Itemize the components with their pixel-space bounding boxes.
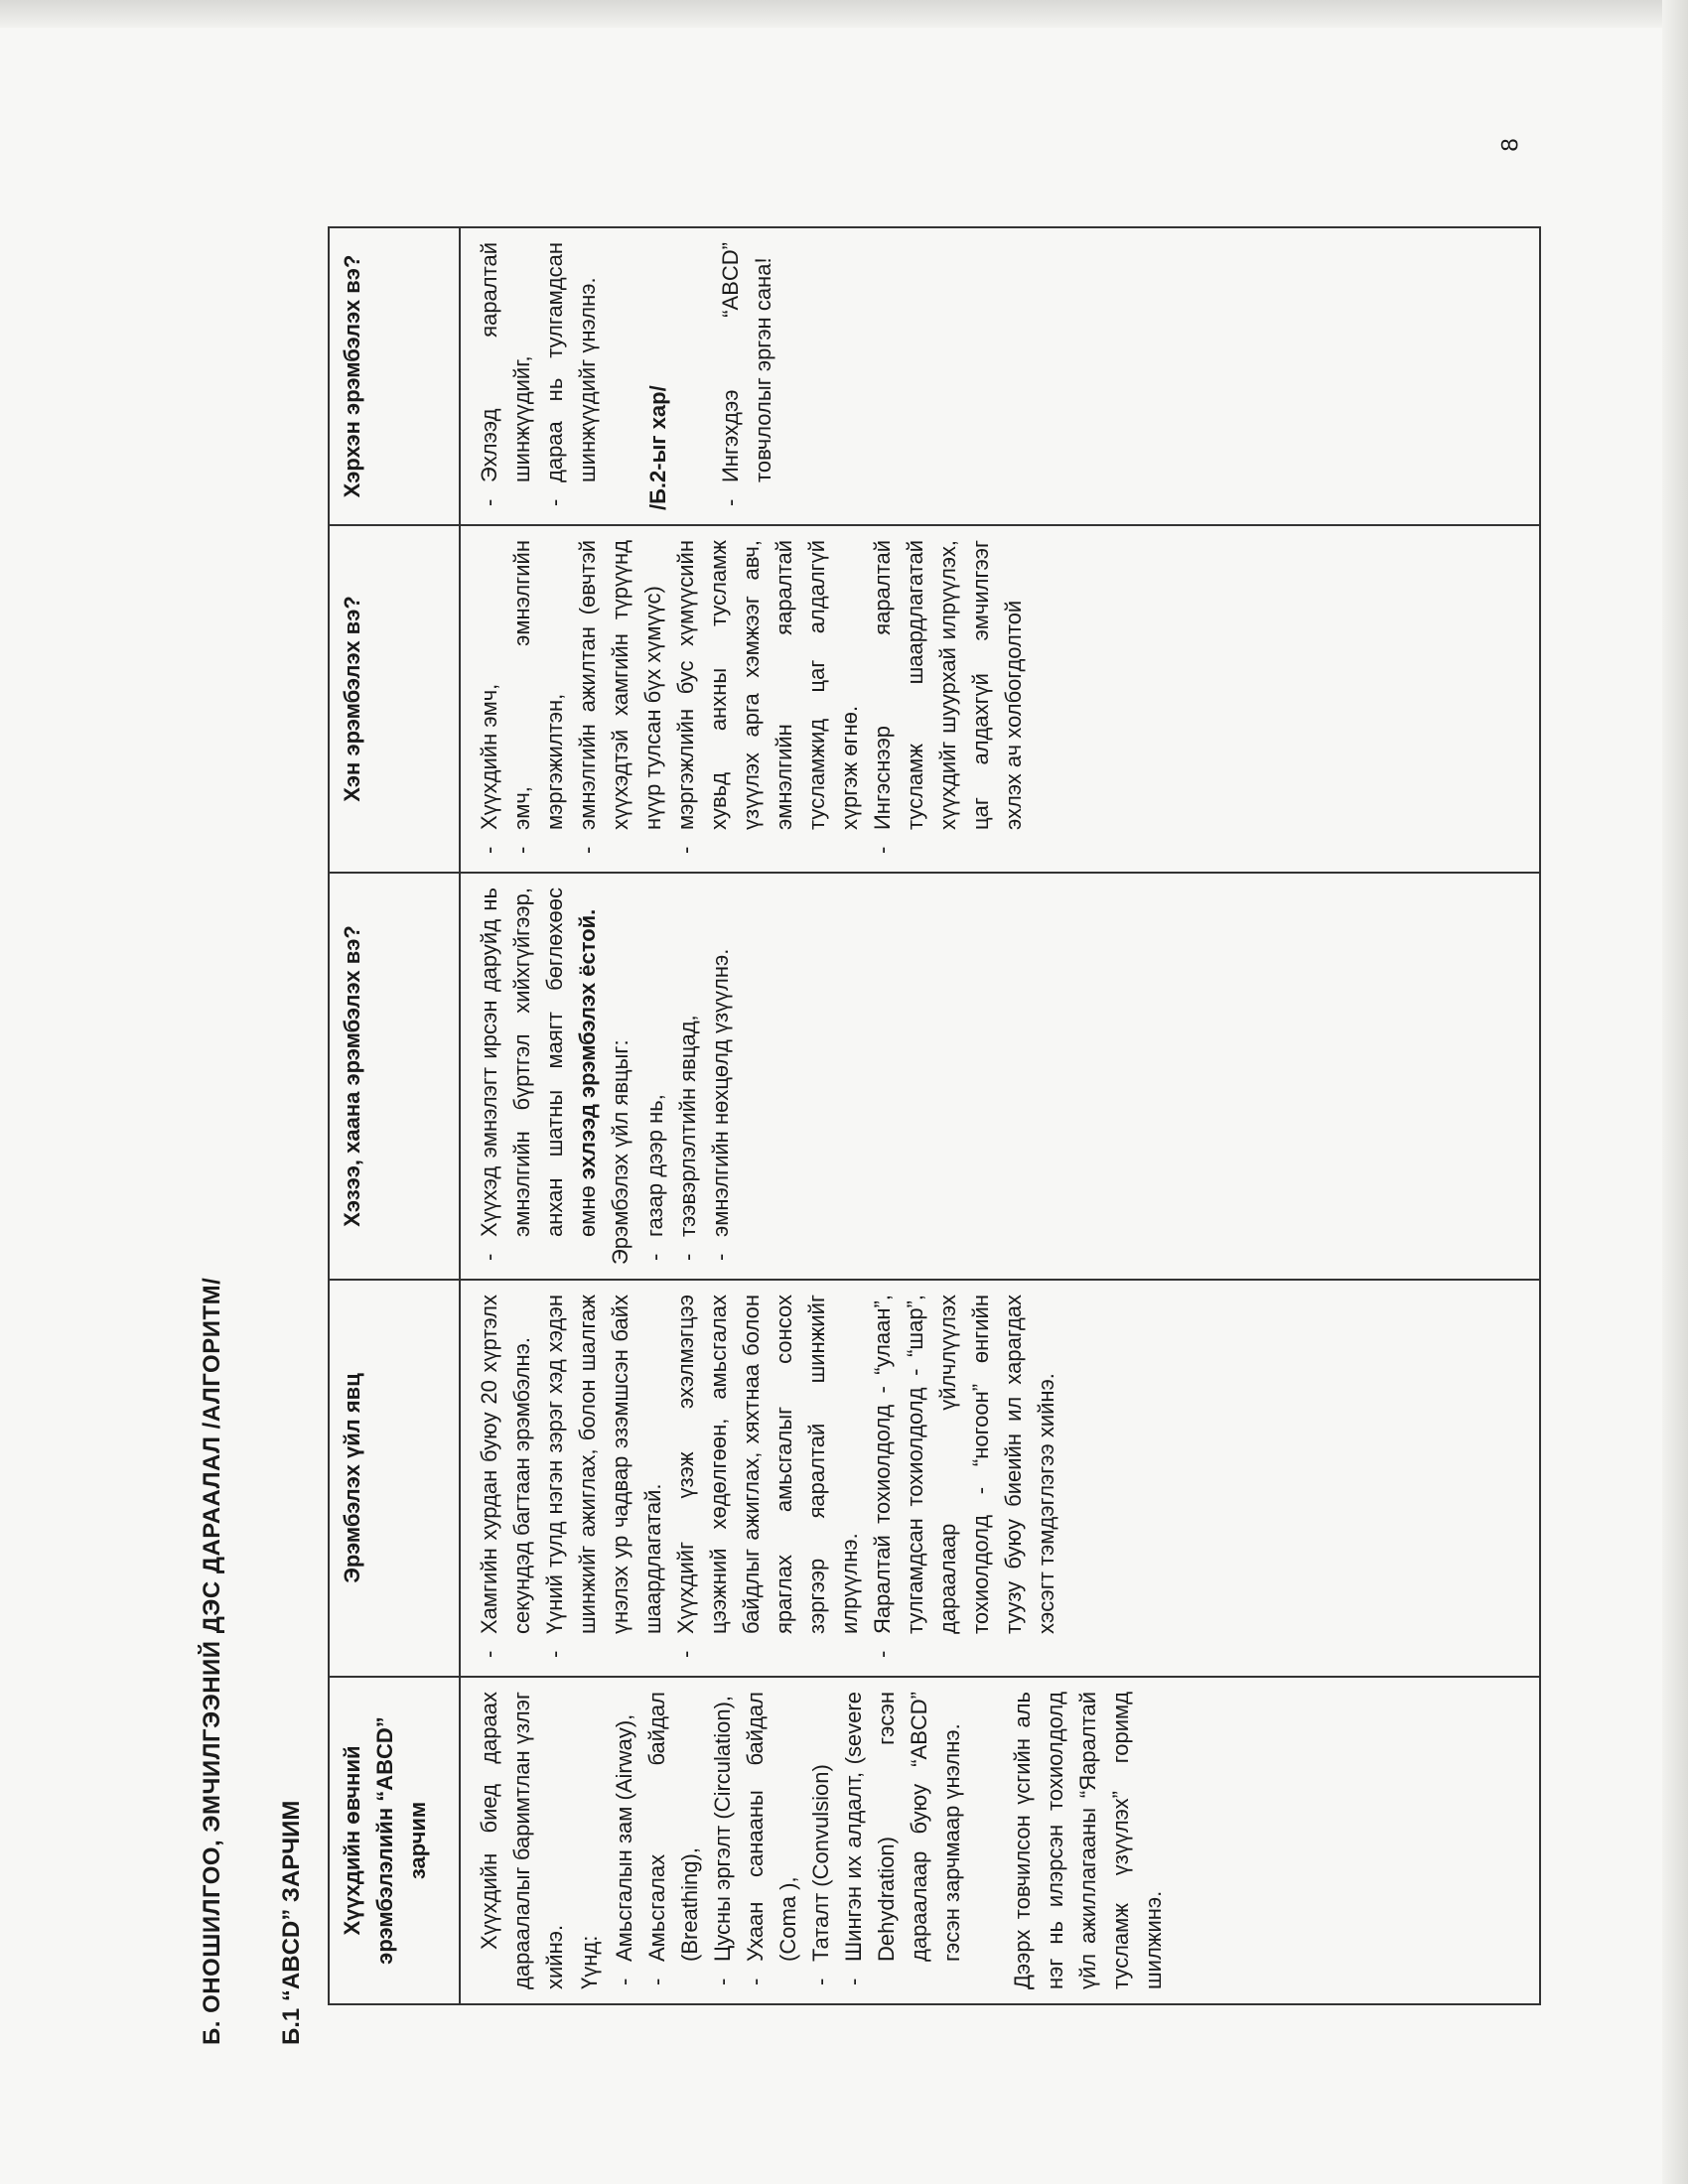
abcd-intro: Хүүхдийн биед дараах дараалалыг баримтлан үзлэг хийнэ.: [477, 1692, 567, 1989]
abcd-closing: Дээрх товчилсон үсгийн аль нэг нь илэрсэн тохиолдолд үйл ажиллагааны “Яаралтай тусламж үзүүлэх” горимд шилжинэ.: [1010, 1692, 1166, 1989]
who-item: - эмнэлгийн ажилтан (өвчтэй хүүхэдтэй хамгийн түрүүнд нүүр тулсан бүх хүмүүс): [571, 540, 669, 858]
cell-triage-process: [460, 1280, 1540, 1677]
cell-who: [460, 525, 1540, 873]
abcd-table: [328, 226, 1541, 2005]
table-row: [460, 227, 1540, 2004]
scan-right-edge: [1662, 0, 1688, 2184]
who-item: - Хүүхдийн эмч,: [473, 540, 505, 858]
rotated-page-content: [199, 159, 1529, 2045]
when-main-bold: эхлээд эрэмбэлэх ёстой.: [575, 908, 600, 1180]
where-item: - тээвэрлэлтийн явцад,: [671, 887, 704, 1265]
cell-how: [460, 227, 1540, 525]
abcd-lead: Үүнд:: [577, 1935, 602, 1989]
abcd-item-breathing: - Амьсгалах байдал (Breathing),: [640, 1692, 706, 1989]
table-title: Б.1 “ABCD” ЗАРЧИМ: [278, 1800, 305, 2045]
header-when-where: Хэзээ, хаана эрэмбэлэх вэ?: [329, 873, 460, 1280]
where-item: - газар дээр нь,: [638, 887, 671, 1265]
abcd-item-airway: - Амьсгалын зам (Airway),: [608, 1692, 640, 1989]
how-note: /Б.2-ыг хар/: [645, 385, 670, 510]
how-final: - Ингэхдээ “ABCD” товчлолыг эргэн сана!: [714, 242, 779, 510]
abcd-item-coma: - Ухаан санааны байдал (Coma ),: [739, 1692, 804, 1989]
process-item: - Үүний тулд нэгэн зэрэг хэд хэдэн шинжийг ажиглах, болон шалгаж үнэлэх ур чадвар эзэмшсэн байх шаардлагатай.: [538, 1295, 669, 1662]
who-item: - эмч, эмнэлгийн мэргэжилтэн,: [505, 540, 571, 858]
abcd-item-circulation: - Цусны эргэлт (Circulation),: [706, 1692, 739, 1989]
header-how: Хэрхэн эрэмбэлэх вэ?: [329, 227, 460, 525]
header-who: Хэн эрэмбэлэх вэ?: [329, 525, 460, 873]
who-item: - мэргэжлийн бус хүмүүсийн хувьд анхны тусламж үзүүлэх арга хэмжээг авч, эмнэлгийн яаралтай тусламжид цаг алдалгүй хүргэж өгнө.: [669, 540, 866, 858]
section-title: Б. ОНОШИЛГОО, ЭМЧИЛГЭЭНИЙ ДЭС ДАРААЛАЛ /АЛГОРИТМ/: [199, 1277, 225, 2045]
when-main-item: [473, 887, 604, 1265]
when-main-text: Хүүхэд эмнэлэгт ирсэн даруйд нь эмнэлгийн бүртгэл хийхгүйгээр, анхан шатны маягт бөглөхөөс өмнө: [477, 887, 600, 1237]
cell-abcd-principle: [460, 1677, 1540, 2004]
how-item: - Эхлээд яаралтай шинжүүдийг,: [473, 242, 538, 510]
page-number: 8: [1496, 138, 1524, 152]
how-item: - дараа нь тулгамдсан шинжүүдийг үнэлнэ.: [538, 242, 604, 510]
cell-when-where: [460, 873, 1540, 1280]
abcd-item-dehydration: - Шингэн их алдалт, (severe Dehydration) гэсэн дараалаар буюу “ABCD” гэсэн зарчмаар үнэлнэ.: [837, 1692, 968, 1989]
who-item: - Ингэснээр яаралтай тусламж шаардлагатай хүүхдийг шуурхай илрүүлэх, цаг алдахгүй эмчилгээг эхлэх ач холбогдолтой: [866, 540, 1030, 858]
where-item: - эмнэлгийн нөхцөлд үзүүлнэ.: [704, 887, 737, 1265]
header-abcd-principle: Хүүхдийн өвчний эрэмбэлэлийн “ABCD” зарчим: [329, 1677, 460, 2004]
header-triage-process: Эрэмбэлэх үйл явц: [329, 1280, 460, 1677]
where-lead: Эрэмбэлэх үйл явцыг:: [608, 1039, 633, 1265]
process-item: - Хүүхдийг үзэж эхэлмэгцээ цээжний хөдөлгөөн, амьсгалах байдлыг ажиглах, хяхтнаа болон яраглах амьсгалыг сонсох зэргээр яаралтай шинжийг илрүүлнэ.: [669, 1295, 866, 1662]
scan-top-edge: [0, 0, 1688, 28]
table-header-row: [329, 227, 460, 2004]
abcd-item-convulsion: - Таталт (Convulsion): [804, 1692, 837, 1989]
process-item: - Хамгийн хурдан буюу 20 хүртэлх секундэд багтаан эрэмбэлнэ.: [473, 1295, 538, 1662]
process-item: - Яаралтай тохиолдолд - “улаан”, тулгамдсан тохиолдолд - “шар”, дараалаар үйлчлүүлэх тохиолдолд - “ногоон” өнгийн туузу буюу биеийн ил харагдах хэсэгт тэмдэглэгээ хийнэ.: [866, 1295, 1062, 1662]
